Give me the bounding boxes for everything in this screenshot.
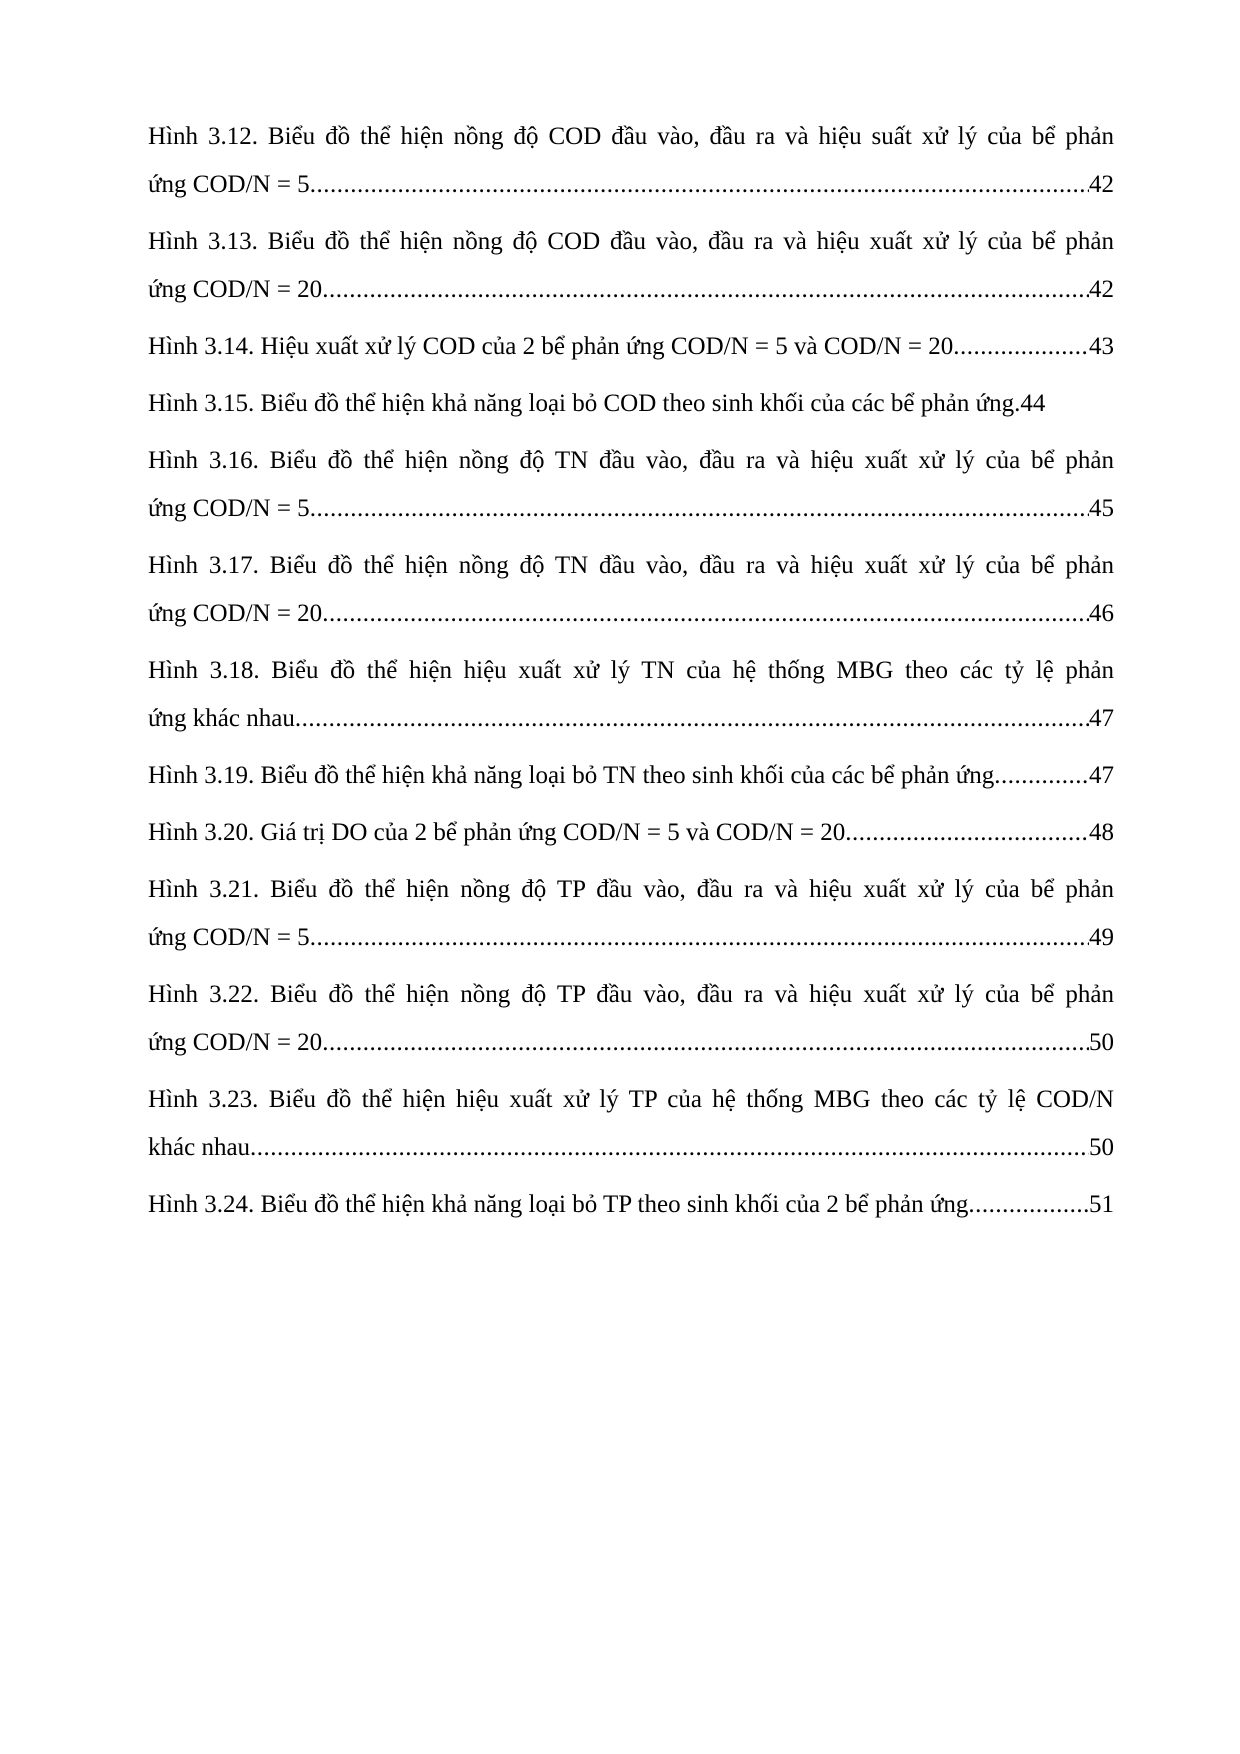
toc-entry-fig-3-14[interactable] bbox=[148, 323, 1114, 371]
toc-page-number: 47 bbox=[1089, 705, 1114, 732]
toc-entry-fig-3-22[interactable] bbox=[148, 971, 1114, 1067]
toc-entry-title: Hình 3.22. Biểu đồ thể hiện nồng độ TP đầu vào, đầu ra và hiệu xuất xử lý của bể phản bbox=[148, 981, 1114, 1008]
toc-page-number: 48 bbox=[1089, 819, 1114, 846]
toc-page-number: 45 bbox=[1089, 495, 1114, 522]
toc-entry-fig-3-16[interactable] bbox=[148, 437, 1114, 533]
dot-leader bbox=[953, 323, 1089, 371]
toc-entry-title: Hình 3.19. Biểu đồ thể hiện khả năng loại bỏ TN theo sinh khối của các bể phản ứng bbox=[148, 762, 995, 789]
toc-entry-title: Hình 3.17. Biểu đồ thể hiện nồng độ TN đầu vào, đầu ra và hiệu xuất xử lý của bể phản bbox=[148, 552, 1114, 579]
toc-page-number: 50 bbox=[1089, 1134, 1114, 1161]
toc-page-number: 46 bbox=[1089, 600, 1114, 627]
toc-entry-fig-3-24[interactable] bbox=[148, 1181, 1114, 1229]
toc-page-number: 42 bbox=[1089, 276, 1114, 303]
toc-entry-title-continued: ứng COD/N = 5 bbox=[148, 495, 310, 522]
toc-entry-fig-3-15[interactable] bbox=[148, 380, 1114, 428]
toc-page-number: 49 bbox=[1089, 924, 1114, 951]
toc-page-number: 44 bbox=[1020, 390, 1046, 417]
toc-entry-title-continued: ứng COD/N = 20 bbox=[148, 600, 323, 627]
dot-leader bbox=[322, 1019, 1089, 1067]
toc-page-number: 42 bbox=[1089, 171, 1114, 198]
dot-leader bbox=[845, 809, 1089, 857]
toc-entry-title-continued: ứng khác nhau bbox=[148, 705, 295, 732]
dot-leader bbox=[994, 752, 1089, 800]
dot-leader bbox=[322, 266, 1089, 314]
toc-entry-fig-3-19[interactable] bbox=[148, 752, 1114, 800]
toc-entry-title-continued: khác nhau bbox=[148, 1134, 251, 1161]
toc-entry-fig-3-13[interactable] bbox=[148, 218, 1114, 314]
toc-entry-title: Hình 3.18. Biểu đồ thể hiện hiệu xuất xử lý TN của hệ thống MBG theo các tỷ lệ phản bbox=[148, 657, 1114, 684]
toc-entry-title: Hình 3.20. Giá trị DO của 2 bể phản ứng COD/N = 5 và COD/N = 20 bbox=[148, 819, 846, 846]
toc-entry-title-continued: ứng COD/N = 5 bbox=[148, 924, 310, 951]
dot-leader bbox=[295, 695, 1089, 743]
list-of-figures bbox=[148, 113, 1114, 1238]
dot-leader bbox=[968, 1181, 1089, 1229]
toc-entry-title: Hình 3.15. Biểu đồ thể hiện khả năng loại bỏ COD theo sinh khối của các bể phản ứng. bbox=[148, 390, 1021, 417]
toc-entry-title: Hình 3.21. Biểu đồ thể hiện nồng độ TP đầu vào, đầu ra và hiệu xuất xử lý của bể phản bbox=[148, 876, 1114, 903]
toc-entry-title: Hình 3.23. Biểu đồ thể hiện hiệu xuất xử lý TP của hệ thống MBG theo các tỷ lệ COD/N bbox=[148, 1086, 1114, 1113]
dot-leader bbox=[310, 914, 1089, 962]
dot-leader bbox=[250, 1124, 1089, 1172]
toc-page-number: 51 bbox=[1089, 1191, 1114, 1218]
toc-entry-title: Hình 3.13. Biểu đồ thể hiện nồng độ COD đầu vào, đầu ra và hiệu xuất xử lý của bể phản bbox=[148, 228, 1114, 255]
toc-entry-fig-3-23[interactable] bbox=[148, 1076, 1114, 1172]
toc-entry-title-continued: ứng COD/N = 20 bbox=[148, 276, 323, 303]
toc-page-number: 50 bbox=[1089, 1029, 1114, 1056]
toc-page-number: 47 bbox=[1089, 762, 1114, 789]
dot-leader bbox=[322, 590, 1089, 638]
toc-entry-title: Hình 3.16. Biểu đồ thể hiện nồng độ TN đầu vào, đầu ra và hiệu xuất xử lý của bể phản bbox=[148, 447, 1114, 474]
toc-entry-title: Hình 3.14. Hiệu xuất xử lý COD của 2 bể phản ứng COD/N = 5 và COD/N = 20 bbox=[148, 333, 954, 360]
toc-entry-title-continued: ứng COD/N = 5 bbox=[148, 171, 310, 198]
dot-leader bbox=[310, 161, 1089, 209]
dot-leader bbox=[310, 485, 1089, 533]
toc-entry-fig-3-12[interactable] bbox=[148, 113, 1114, 209]
toc-entry-title-continued: ứng COD/N = 20 bbox=[148, 1029, 323, 1056]
toc-entry-fig-3-20[interactable] bbox=[148, 809, 1114, 857]
toc-entry-fig-3-17[interactable] bbox=[148, 542, 1114, 638]
toc-entry-fig-3-21[interactable] bbox=[148, 866, 1114, 962]
toc-entry-title: Hình 3.24. Biểu đồ thể hiện khả năng loại bỏ TP theo sinh khối của 2 bể phản ứng bbox=[148, 1191, 969, 1218]
toc-page-number: 43 bbox=[1089, 333, 1114, 360]
toc-entry-title: Hình 3.12. Biểu đồ thể hiện nồng độ COD đầu vào, đầu ra và hiệu suất xử lý của bể phản bbox=[148, 123, 1114, 150]
toc-entry-fig-3-18[interactable] bbox=[148, 647, 1114, 743]
